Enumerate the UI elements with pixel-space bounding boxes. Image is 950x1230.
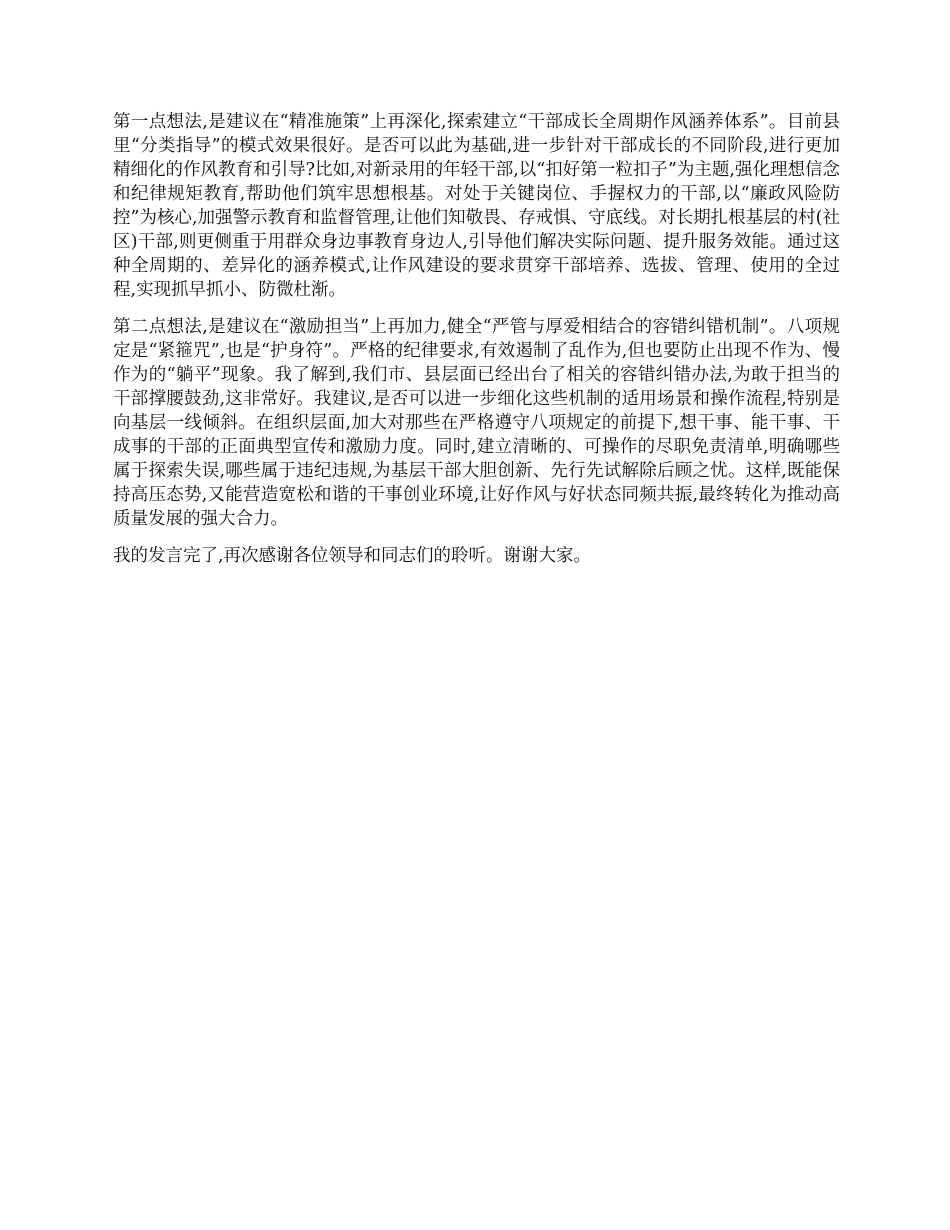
- document-body: [113, 110, 840, 581]
- paragraph-second-idea: 第二点想法,是建议在“激励担当”上再加力,健全“严管与厚爱相结合的容错纠错机制”。八项规定是“紧箍咒”,也是“护身符”。严格的纪律要求,有效遏制了乱作为,但也要防止出现不作为、慢作为的“躺平”现象。我了解到,我们市、县层面已经出台了相关的容错纠错办法,为敢于担当的干部撑腰鼓劲,这非常好。我建议,是否可以进一步细化这些机制的适用场景和操作流程,特别是向基层一线倾斜。在组织层面,加大对那些在严格遵守八项规定的前提下,想干事、能干事、干成事的干部的正面典型宣传和激励力度。同时,建立清晰的、可操作的尽职免责清单,明确哪些属于探索失误,哪些属于违纪违规,为基层干部大胆创新、先行先试解除后顾之忧。这样,既能保持高压态势,又能营造宽松和谐的干事创业环境,让好作风与好状态同频共振,最终转化为推动高质量发展的强大合力。: [113, 317, 840, 529]
- paragraph-first-idea: 第一点想法,是建议在“精准施策”上再深化,探索建立“干部成长全周期作风涵养体系”。目前县里“分类指导”的模式效果很好。是否可以此为基础,进一步针对干部成长的不同阶段,进行更加精细化的作风教育和引导?比如,对新录用的年轻干部,以“扣好第一粒扣子”为主题,强化理想信念和纪律规矩教育,帮助他们筑牢思想根基。对处于关键岗位、手握权力的干部,以“廉政风险防控”为核心,加强警示教育和监督管理,让他们知敬畏、存戒惧、守底线。对长期扎根基层的村(社区)干部,则更侧重于用群众身边事教育身边人,引导他们解决实际问题、提升服务效能。通过这种全周期的、差异化的涵养模式,让作风建设的要求贯穿干部培养、选拔、管理、使用的全过程,实现抓早抓小、防微杜渐。: [113, 112, 840, 300]
- paragraph-closing: 我的发言完了,再次感谢各位领导和同志们的聆听。谢谢大家。: [113, 546, 592, 566]
